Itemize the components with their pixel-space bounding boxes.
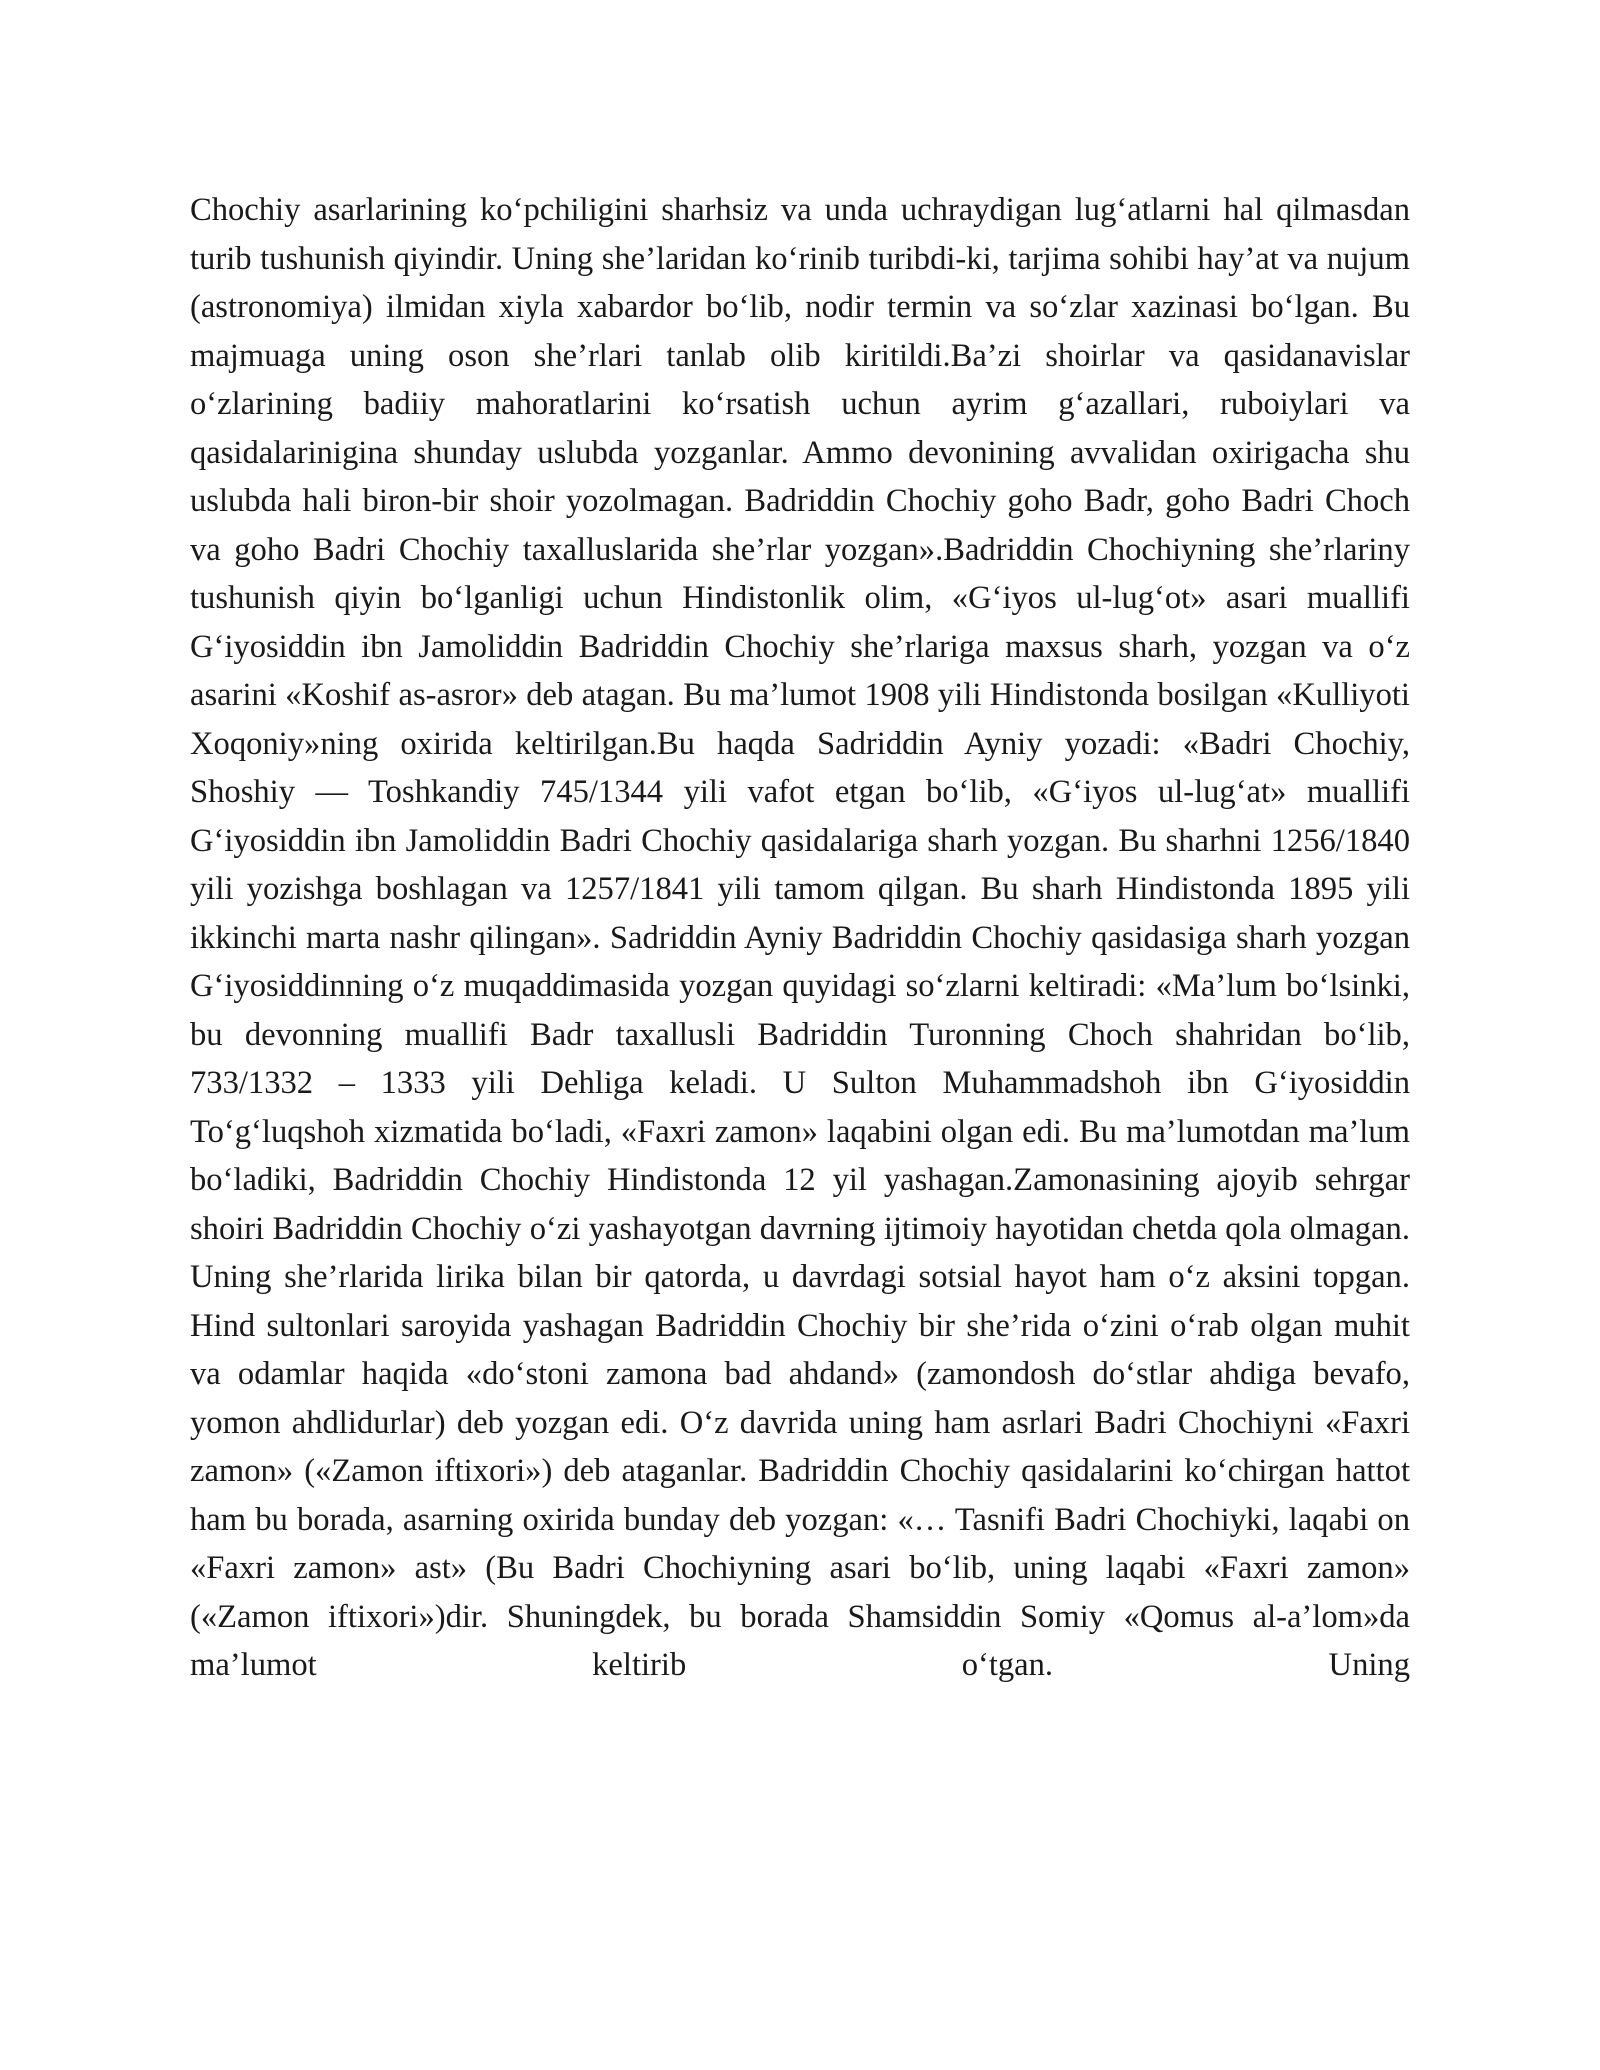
body-paragraph: Chochiy asarlarining ko‘pchiligini sharhsiz va unda uchraydigan lug‘atlarni hal qilmasdan turib tushunish qiyindir. Uning she’laridan ko‘rinib turibdi-ki, tarjima sohibi hay’at va nujum (astronomiya) ilmidan xiyla xabardor bo‘lib, nodir termin va so‘zlar xazinasi bo‘lgan. Bu majmuaga uning oson she’rlari tanlab olib kiritildi.Ba’zi shoirlar va qasidanavislar o‘zlarining badiiy mahoratlarini ko‘rsatish uchun ayrim g‘azallari, ruboiylari va qasidalarinigina shunday uslubda yozganlar. Ammo devonining avvalidan oxirigacha shu uslubda hali biron-bir shoir yozolmagan. Badriddin Chochiy goho Badr, goho Badri Choch va goho Badri Chochiy taxalluslarida she’rlar yozgan».Badriddin Chochiyning she’rlariny tushunish qiyin bo‘lganligi uchun Hindistonlik olim, «G‘iyos ul-lug‘ot» asari muallifi G‘iyosiddin ibn Jamoliddin Badriddin Chochiy she’rlariga maxsus sharh, yozgan va o‘z asarini «Koshif as-asror» deb atagan. Bu ma’lumot 1908 yili Hindistonda bosilgan «Kulliyoti Xoqoniy»ning oxirida keltirilgan.Bu haqda Sadriddin Ayniy yozadi: «Badri Chochiy, Shoshiy — Toshkandiy 745/1344 yili vafot etgan bo‘lib, «G‘iyos ul-lug‘at» muallifi G‘iyosiddin ibn Jamoliddin Badri Chochiy qasidalariga sharh yozgan. Bu sharhni 1256/1840 yili yozishga boshlagan va 1257/1841 yili tamom qilgan. Bu sharh Hindistonda 1895 yili ikkinchi marta nashr qilingan». Sadriddin Ayniy Badriddin Chochiy qasidasiga sharh yozgan G‘iyosiddinning o‘z muqaddimasida yozgan quyidagi so‘zlarni keltiradi: «Ma’lum bo‘lsinki, bu devonning muallifi Badr taxallusli Badriddin Turonning Choch shahridan bo‘lib, 733/1332 – 1333 yili Dehliga keladi. U Sulton Muhammadshoh ibn G‘iyosiddin To‘g‘luqshoh xizmatida bo‘ladi, «Faxri zamon» laqabini olgan edi. Bu ma’lumotdan ma’lum bo‘ladiki, Badriddin Chochiy Hindistonda 12 yil yashagan.Zamonasining ajoyib sehrgar shoiri Badriddin Chochiy o‘zi yashayotgan davrning ijtimoiy hayotidan chetda qola olmagan. Uning she’rlarida lirika bilan bir qatorda, u davrdagi sotsial hayot ham o‘z aksini topgan. Hind sultonlari saroyida yashagan Badriddin Chochiy bir she’rida o‘zini o‘rab olgan muhit va odamlar haqida «do‘stoni zamona bad ahdand» (zamondosh do‘stlar ahdiga bevafo, yomon ahdlidurlar) deb yozgan edi. O‘z davrida uning ham asrlari Badri Chochiyni «Faxri zamon» («Zamon iftixori») deb ataganlar. Badriddin Chochiy qasidalarini ko‘chirgan hattot ham bu borada, asarning oxirida bunday deb yozgan: «… Tasnifi Badri Chochiyki, laqabi on «Faxri zamon» ast» (Bu Badri Chochiyning asari bo‘lib, uning laqabi «Faxri zamon» («Zamon iftixori»)dir. Shuningdek, bu borada Shamsiddin Somiy «Qomus al-a’lom»da ma’lumot keltirib o‘tgan. Uning (190, 192, 1410, 1683)
